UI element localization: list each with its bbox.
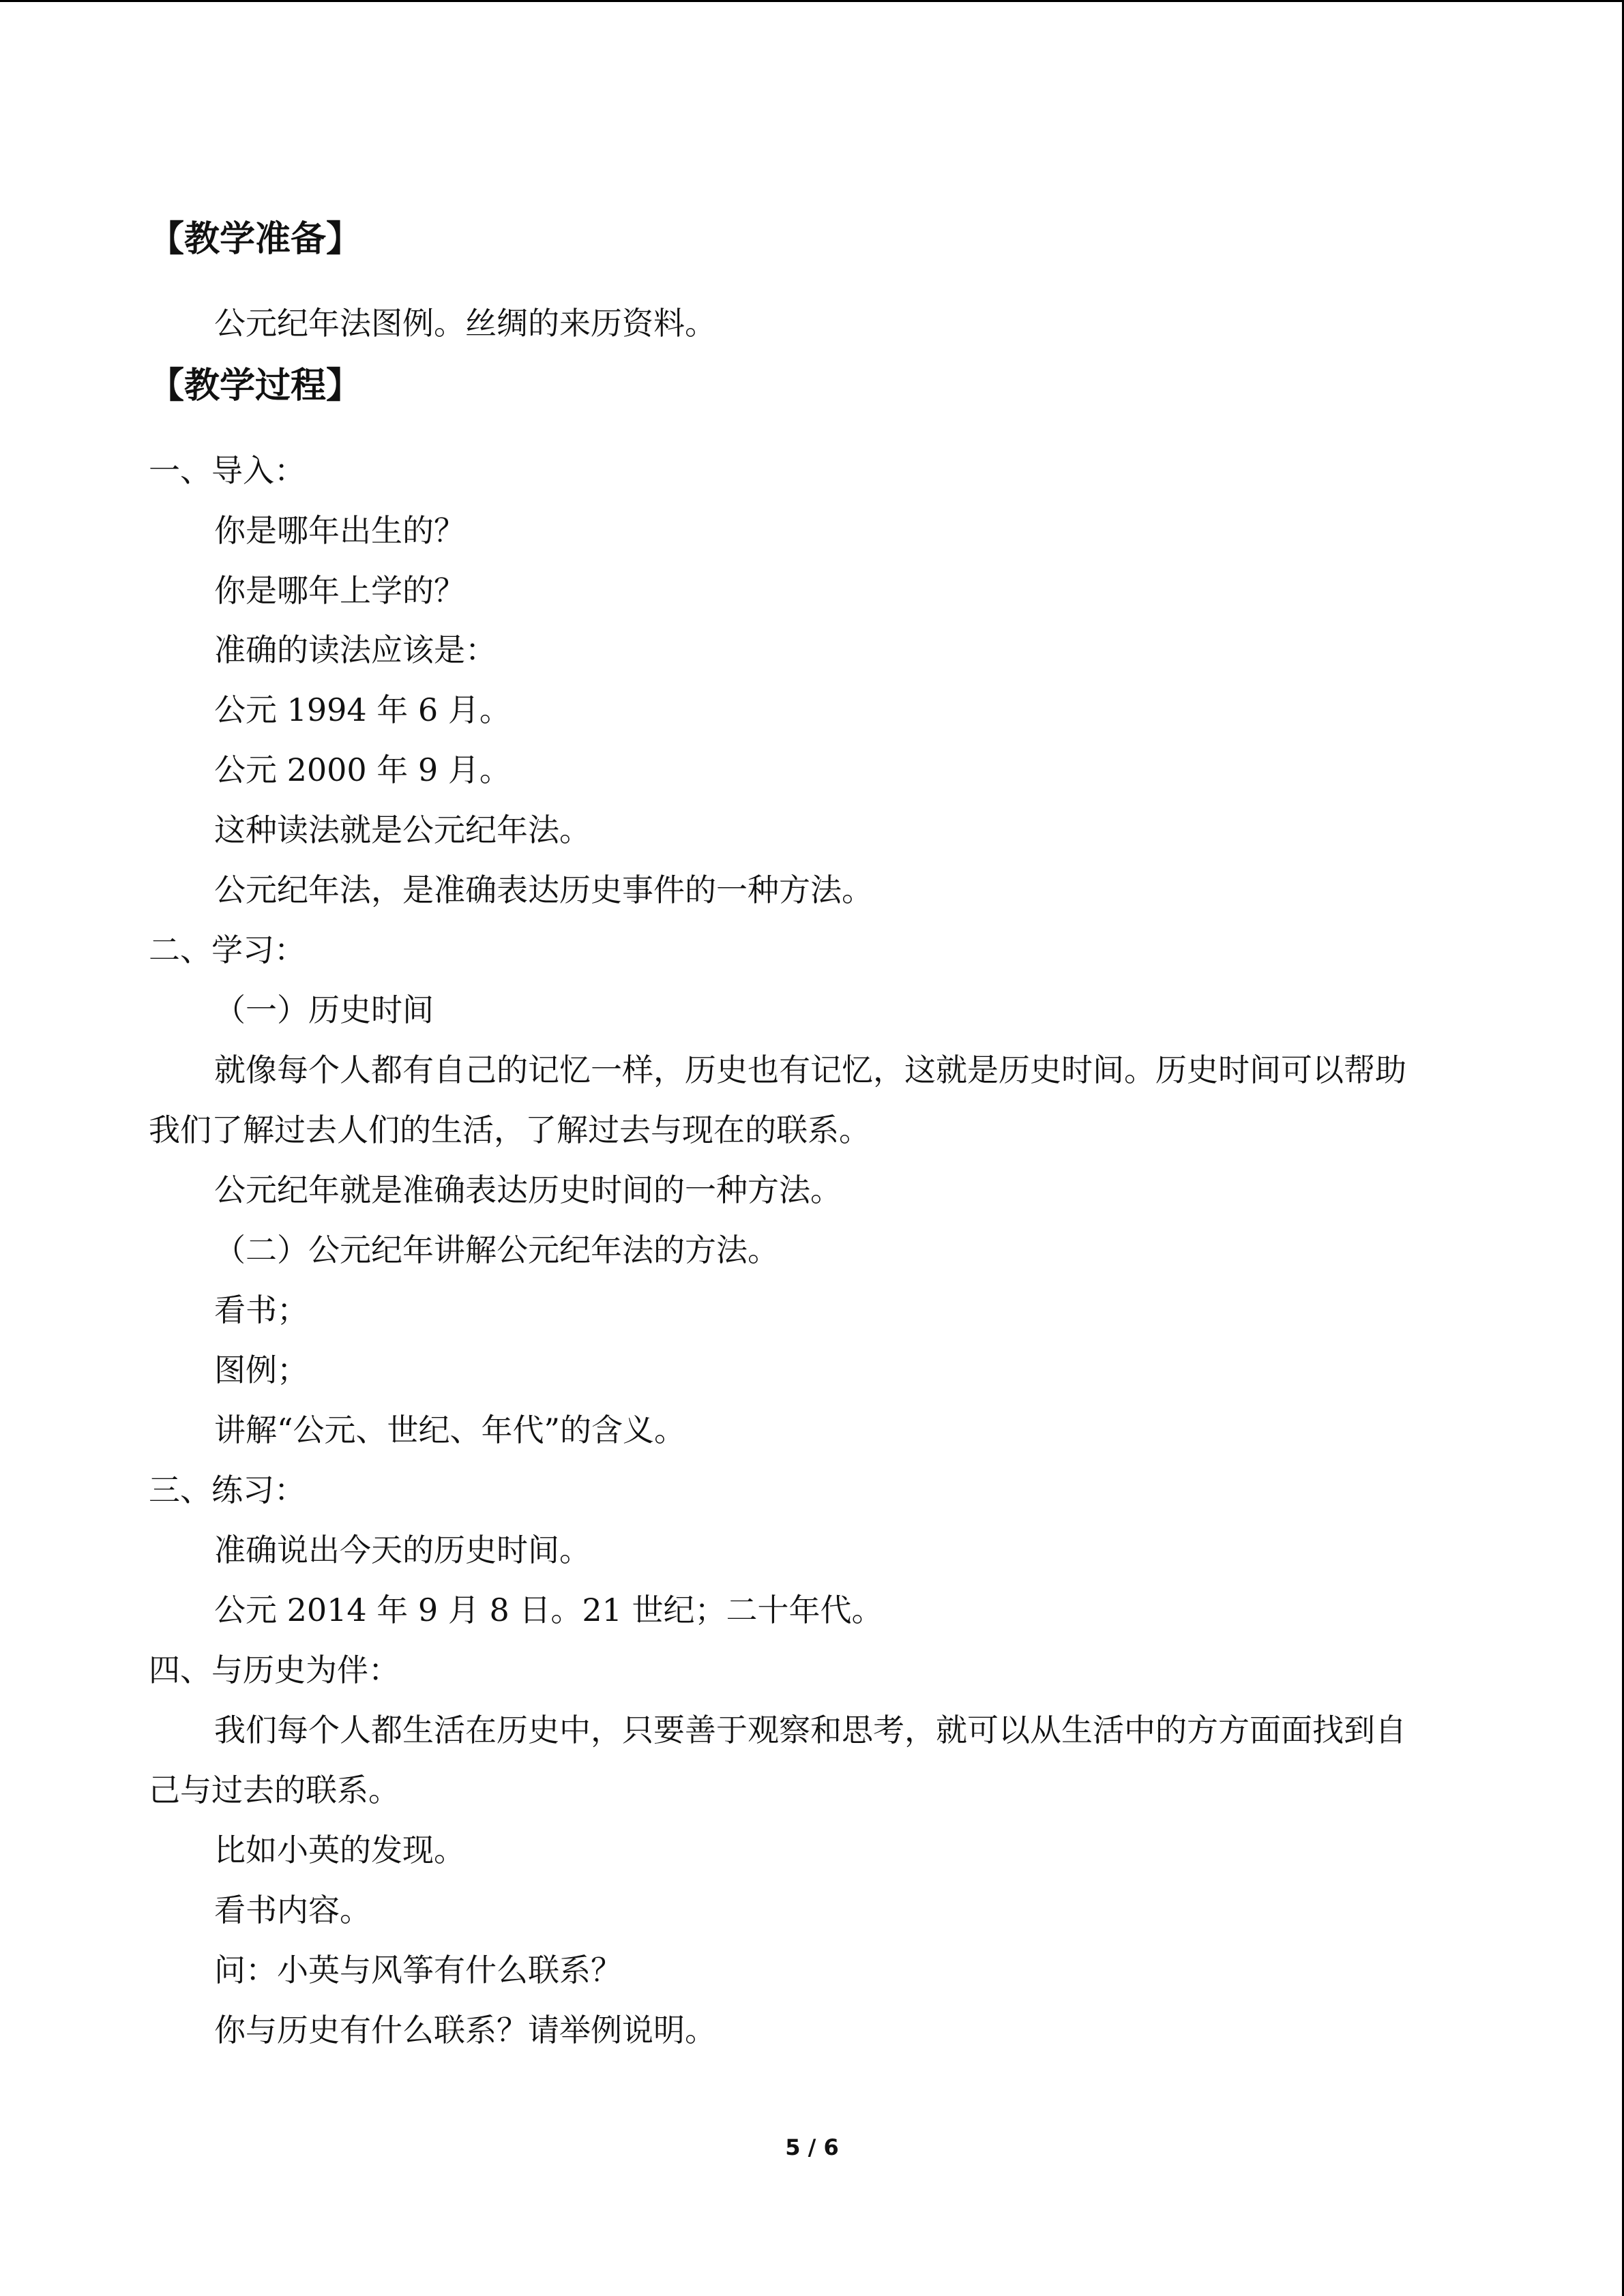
paragraph-line: 这种读法就是公元纪年法。 <box>214 811 591 848</box>
paragraph-line: 公元纪年法，是准确表达历史事件的一种方法。 <box>214 871 873 908</box>
paragraph-line: 我们每个人都生活在历史中，只要善于观察和思考，就可以从生活中的方方面面找到自 <box>214 1712 1406 1748</box>
paragraph-line: 准确的读法应该是： <box>214 631 497 668</box>
paragraph-line: 比如小英的发现。 <box>214 1832 465 1868</box>
heading-teaching-process: 【教学过程】 <box>149 365 362 406</box>
paragraph-line: 己与过去的联系。 <box>149 1772 400 1808</box>
section-history-companion-title: 四、与历史为伴： <box>149 1652 400 1688</box>
paragraph-line: 公元 2014 年 9 月 8 日。21 世纪；二十年代。 <box>214 1592 883 1628</box>
subsection-title: （一）历史时间 <box>214 992 434 1028</box>
paragraph-line: 准确说出今天的历史时间。 <box>214 1532 591 1568</box>
subsection-title: （二）公元纪年讲解公元纪年法的方法。 <box>214 1232 779 1268</box>
page-number: 5 / 6 <box>785 2134 839 2160</box>
section-intro-title: 一、导入： <box>149 452 306 489</box>
paragraph-line: 公元 2000 年 9 月。 <box>214 751 511 788</box>
paragraph-line: 你是哪年出生的？ <box>214 512 465 549</box>
paragraph-line: 公元纪年就是准确表达历史时间的一种方法。 <box>214 1172 842 1208</box>
paragraph-line: 看书内容。 <box>214 1892 371 1928</box>
paragraph-line: 公元 1994 年 6 月。 <box>214 691 511 728</box>
paragraph-line: 就像每个人都有自己的记忆一样，历史也有记忆，这就是历史时间。历史时间可以帮助 <box>214 1052 1406 1088</box>
paragraph-line: 我们了解过去人们的生活，了解过去与现在的联系。 <box>149 1112 870 1148</box>
section-learning-title: 二、学习： <box>149 931 306 968</box>
paragraph-line: 看书； <box>214 1292 308 1328</box>
paragraph-line: 问：小英与风筝有什么联系？ <box>214 1952 622 1988</box>
paragraph-line: 图例； <box>214 1352 308 1388</box>
paragraph-line: 你是哪年上学的？ <box>214 572 465 609</box>
section-practice-title: 三、练习： <box>149 1472 306 1508</box>
paragraph-line: 讲解“公元、世纪、年代”的含义。 <box>214 1412 686 1448</box>
preparation-text: 公元纪年法图例。丝绸的来历资料。 <box>214 305 716 342</box>
heading-teaching-preparation: 【教学准备】 <box>149 218 362 260</box>
paragraph-line: 你与历史有什么联系？请举例说明。 <box>214 2012 716 2048</box>
